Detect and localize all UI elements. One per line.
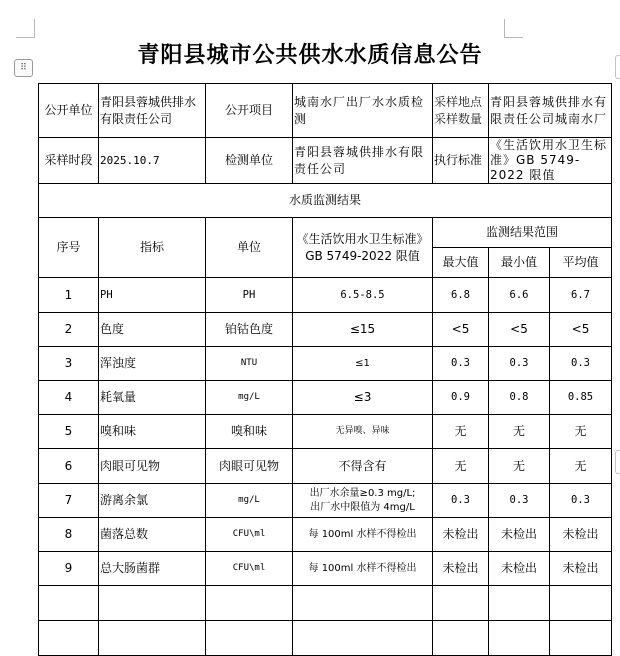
empty-row <box>39 621 612 656</box>
row-avg: 无 <box>550 449 612 484</box>
row-min: 0.8 <box>489 381 550 415</box>
row-unit: mg/L <box>206 484 293 518</box>
row-min: 6.6 <box>489 278 550 313</box>
value-sampling-site: 青阳县蓉城供排水有限责任公司城南水厂 <box>489 84 612 138</box>
row-index: 6 <box>39 449 99 484</box>
row-avg: 0.85 <box>550 381 612 415</box>
row-min: <5 <box>489 313 550 347</box>
table-row <box>39 518 612 552</box>
row-avg: 0.3 <box>550 484 612 518</box>
row-unit: NTU <box>206 347 293 381</box>
row-indicator: 菌落总数 <box>99 518 206 552</box>
row-max: 0.3 <box>433 484 489 518</box>
row-avg: 无 <box>550 415 612 449</box>
row-max: 0.9 <box>433 381 489 415</box>
section-title-row <box>39 184 612 218</box>
table-row <box>39 278 612 313</box>
row-min: 0.3 <box>489 484 550 518</box>
header-unit: 单位 <box>206 218 293 278</box>
row-unit: CFU\ml <box>206 518 293 552</box>
table-row <box>39 449 612 484</box>
row-avg: 6.7 <box>550 278 612 313</box>
page-corner-mark-right <box>504 19 523 38</box>
row-max: 未检出 <box>433 552 489 586</box>
label-publisher: 公开单位 <box>39 84 99 138</box>
row-unit: PH <box>206 278 293 313</box>
label-testing-unit: 检测单位 <box>206 138 293 184</box>
row-limit: ≤15 <box>293 313 433 347</box>
row-unit: mg/L <box>206 381 293 415</box>
row-min: 未检出 <box>489 552 550 586</box>
table-move-handle-icon[interactable]: ⠿ <box>14 59 33 77</box>
row-max: <5 <box>433 313 489 347</box>
row-indicator: 色度 <box>99 313 206 347</box>
row-min: 0.3 <box>489 347 550 381</box>
header-row-1 <box>39 218 612 248</box>
header-limit: 《生活饮用水卫生标准》GB 5749-2022 限值 <box>293 218 433 278</box>
row-unit: 嗅和味 <box>206 415 293 449</box>
value-testing-unit: 青阳县蓉城供排水有限责任公司 <box>293 138 433 184</box>
header-range: 监测结果范围 <box>433 218 612 248</box>
row-limit-line-1: 出厂水余量≥0.3 mg/L; <box>309 487 416 499</box>
row-indicator: 嗅和味 <box>99 415 206 449</box>
info-row-2 <box>39 138 612 184</box>
info-row-1 <box>39 84 612 138</box>
table-row <box>39 347 612 381</box>
row-min: 未检出 <box>489 518 550 552</box>
row-unit: 铂钴色度 <box>206 313 293 347</box>
row-index: 9 <box>39 552 99 586</box>
value-standard: 《生活饮用水卫生标准》GB 5749-2022 限值 <box>489 138 612 184</box>
row-unit: 肉眼可见物 <box>206 449 293 484</box>
value-sampling-date: 2025.10.7 <box>99 138 206 184</box>
page-corner-mark-left <box>16 19 35 38</box>
table-row <box>39 552 612 586</box>
row-indicator: PH <box>99 278 206 313</box>
row-max: 6.8 <box>433 278 489 313</box>
row-max: 未检出 <box>433 518 489 552</box>
value-project: 城南水厂出厂水水质检测 <box>293 84 433 138</box>
row-index: 4 <box>39 381 99 415</box>
row-unit: CFU\ml <box>206 552 293 586</box>
document-title: 青阳县城市公共供水水质信息公告 <box>137 43 483 68</box>
side-scroll-handle-lower[interactable] <box>615 450 620 474</box>
header-avg: 平均值 <box>550 248 612 278</box>
table-row <box>39 484 612 518</box>
row-limit: 6.5-8.5 <box>293 278 433 313</box>
row-avg: 0.3 <box>550 347 612 381</box>
row-limit: 不得含有 <box>293 449 433 484</box>
row-min: 无 <box>489 415 550 449</box>
row-limit-line-2: 出厂水中限值为 4mg/L <box>310 501 415 513</box>
row-index: 3 <box>39 347 99 381</box>
row-index: 7 <box>39 484 99 518</box>
row-indicator: 肉眼可见物 <box>99 449 206 484</box>
row-index: 1 <box>39 278 99 313</box>
empty-row <box>39 586 612 621</box>
header-indicator: 指标 <box>99 218 206 278</box>
row-limit: 每 100ml 水样不得检出 <box>293 552 433 586</box>
label-sampling-date: 采样时段 <box>39 138 99 184</box>
row-max: 无 <box>433 415 489 449</box>
row-index: 8 <box>39 518 99 552</box>
header-index: 序号 <box>39 218 99 278</box>
label-project: 公开项目 <box>206 84 293 138</box>
row-index: 5 <box>39 415 99 449</box>
row-indicator: 总大肠菌群 <box>99 552 206 586</box>
row-avg: 未检出 <box>550 552 612 586</box>
water-quality-table <box>38 83 612 656</box>
row-indicator: 耗氧量 <box>99 381 206 415</box>
table-row <box>39 313 612 347</box>
table-row <box>39 415 612 449</box>
label-standard: 执行标准 <box>433 138 489 184</box>
row-indicator: 游离余氯 <box>99 484 206 518</box>
label-sampling-site: 采样地点采样数量 <box>433 84 489 138</box>
row-limit: ≤1 <box>293 347 433 381</box>
row-index: 2 <box>39 313 99 347</box>
row-max: 0.3 <box>433 347 489 381</box>
row-limit <box>293 484 433 518</box>
row-limit: ≤3 <box>293 381 433 415</box>
row-limit: 每 100ml 水样不得检出 <box>293 518 433 552</box>
row-min: 无 <box>489 449 550 484</box>
value-publisher: 青阳县蓉城供排水有限责任公司 <box>99 84 206 138</box>
row-indicator: 浑浊度 <box>99 347 206 381</box>
section-title: 水质监测结果 <box>39 184 612 218</box>
header-max: 最大值 <box>433 248 489 278</box>
table-row <box>39 381 612 415</box>
row-max: 无 <box>433 449 489 484</box>
row-avg: <5 <box>550 313 612 347</box>
header-min: 最小值 <box>489 248 550 278</box>
row-avg: 未检出 <box>550 518 612 552</box>
row-limit: 无异嗅、异味 <box>293 415 433 449</box>
